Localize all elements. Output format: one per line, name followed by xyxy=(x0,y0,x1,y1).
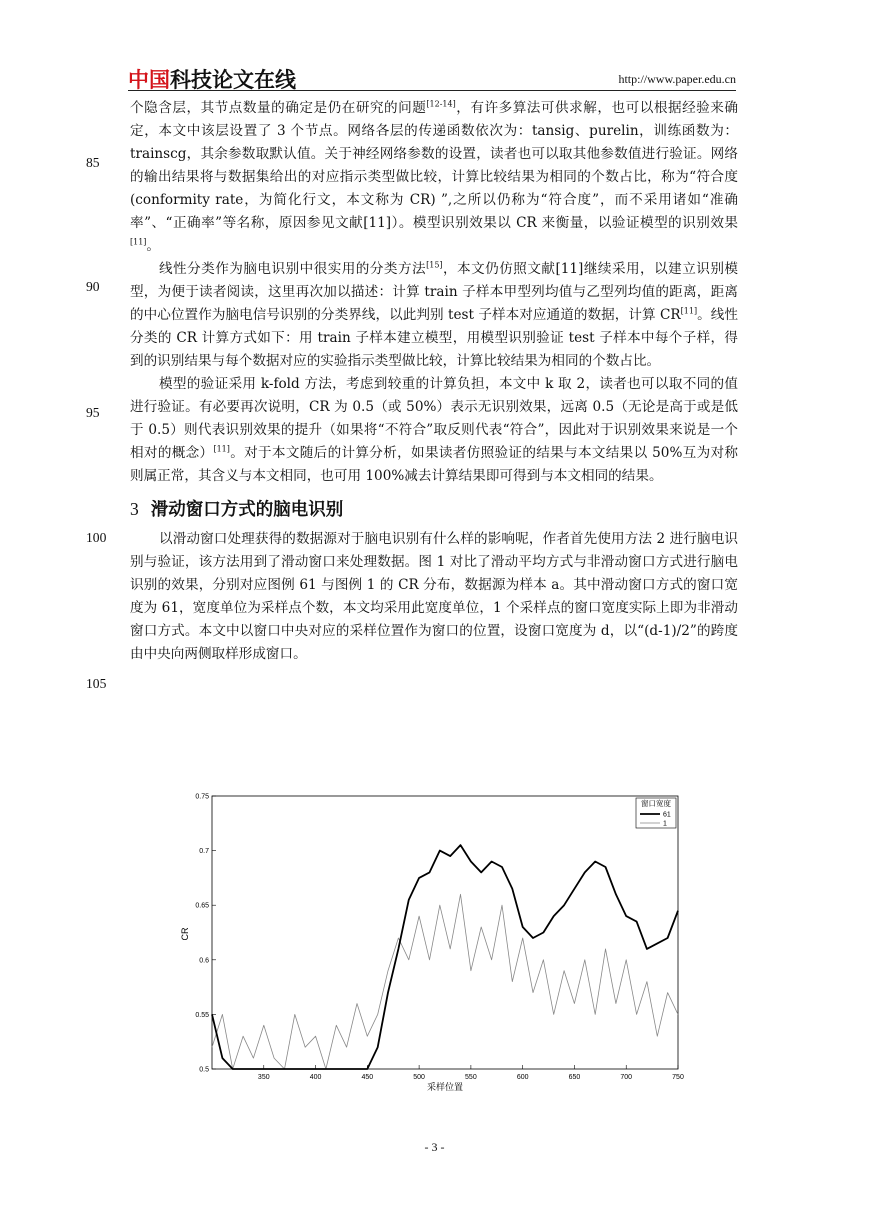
citation: [11] xyxy=(213,444,230,454)
x-axis-label: 采样位置 xyxy=(426,1082,464,1092)
text-run: ，有许多算法可供求解，也可以根据经验来确定，本文中该层设置了 3 个节点。网络各层的传递函数依次为：tansig、purelin，训练函数为：trainscg，其余参数取默认值。关于神经网络参数的设置，读者也可以取其他参数值进行验证。网络的输出结果将与数据集给出的对应指示类型做比较，计算比较结果为相同的个数占比，称为“符合度(conformity rate，为简化行文，本文称为 CR) ”,之所以仍称为“符合度”，而不采用诸如“准确率”、“正确率”等名称，原因参见文献[11]）。模型识别效果以 CR 来衡量，以验证模型的识别效果 xyxy=(130,100,739,231)
citation: [11] xyxy=(680,306,698,316)
x-ticks xyxy=(258,1065,684,1081)
x-tick-label: 350 xyxy=(257,1074,270,1081)
citation: [12-14] xyxy=(426,99,456,109)
y-tick-label: 0.55 xyxy=(195,1011,209,1019)
line-number: 90 xyxy=(86,279,100,294)
x-tick-label: 550 xyxy=(465,1074,477,1081)
y-axis-label: CR xyxy=(180,927,190,941)
x-tick-label: 450 xyxy=(361,1074,374,1081)
plot-frame xyxy=(212,796,678,1069)
header-rule xyxy=(128,90,736,91)
paragraph-1 xyxy=(130,97,738,258)
x-tick-label: 650 xyxy=(568,1074,581,1081)
y-tick-label: 0.75 xyxy=(195,793,209,801)
line-number: 100 xyxy=(86,530,107,545)
line-number: 85 xyxy=(86,155,100,170)
text-run: 模型的验证采用 k-fold 方法，考虑到较重的计算负担，本文中 k 取 2，读者也可以取不同的值进行验证。有必要再次说明，CR 为 0.5（或 50%）表示无识别效果，远离 0.5（无论是高于或是低于 0.5）则代表识别效果的提升（如果将“不符合”取反则代表“符合”，因此对于识别效果来说是一个相对的概念） xyxy=(130,376,738,461)
paragraph-3 xyxy=(130,373,738,488)
body-text xyxy=(130,97,738,666)
legend-label-61: 61 xyxy=(663,811,671,819)
x-tick-label: 750 xyxy=(672,1074,684,1081)
text-run: 个隐含层，其节点数量的确定是仍在研究的问题 xyxy=(130,100,427,116)
legend xyxy=(636,798,676,828)
logo-red-part: 中国 xyxy=(128,68,170,92)
cr-line-chart xyxy=(170,788,690,1098)
page-number: - 3 - xyxy=(424,1140,445,1154)
logo-black-part: 科技论文在线 xyxy=(170,68,296,92)
y-tick-label: 0.6 xyxy=(199,957,209,965)
section-number: 3 xyxy=(130,499,139,519)
legend-title: 窗口宽度 xyxy=(641,799,671,808)
legend-label-1: 1 xyxy=(663,820,667,828)
y-tick-label: 0.7 xyxy=(199,848,209,856)
section-title: 滑动窗口方式的脑电识别 xyxy=(150,500,344,520)
y-ticks xyxy=(195,794,216,1074)
line-number: 95 xyxy=(86,405,100,420)
y-tick-label: 0.5 xyxy=(199,1066,209,1074)
paragraph-2 xyxy=(130,258,738,373)
header-url: http://www.paper.edu.cn xyxy=(618,72,736,86)
citation: [11] xyxy=(130,237,147,247)
y-tick-label: 0.65 xyxy=(195,902,209,910)
citation: [15] xyxy=(426,260,443,270)
x-tick-label: 700 xyxy=(620,1074,633,1081)
line-number: 105 xyxy=(86,676,107,691)
series-line-1 xyxy=(212,894,678,1069)
text-run: 以滑动窗口处理获得的数据源对于脑电识别有什么样的影响呢，作者首先使用方法 2 进行脑电识别与验证，该方法用到了滑动窗口来处理数据。图 1 对比了滑动平均方式与非滑动窗口方式进行脑电识别的效果，分别对应图例 61 与图例 1 的 CR 分布，数据源为样本 a。其中滑动窗口方式的窗口宽度为 61，宽度单位为采样点个数，本文均采用此宽度单位，1 个采样点的窗口宽度实际上即为非滑动窗口方式。本文中以窗口中央对应的采样位置作为窗口的位置，设窗口宽度为 d，以“(d-1)/2”的跨度由中央向两侧取样形成窗口。 xyxy=(130,531,738,662)
text-run: 线性分类作为脑电识别中很实用的分类方法 xyxy=(159,261,427,277)
series-lines xyxy=(212,845,678,1069)
x-tick-label: 500 xyxy=(413,1074,425,1081)
x-tick-label: 400 xyxy=(309,1074,322,1081)
x-tick-label: 600 xyxy=(516,1074,529,1081)
text-run: 。对于本文随后的计算分析，如果读者仿照验证的结果与本文结果以 50%互为对称则属正常，其含义与本文相同，也可用 100%减去计算结果即可得到与本文相同的结果。 xyxy=(130,445,738,484)
paragraph-4 xyxy=(130,528,738,666)
text-run: 。线性分类的 CR 计算方式如下：用 train 子样本建立模型，用模型识别验证 test 子样本中每个子样，得到的识别结果与每个数据对应的实验指示类型做比较，计算比较结果为相同的个数占比。 xyxy=(130,307,739,369)
section-heading xyxy=(130,498,738,522)
text-run: ，本文仍仿照文献[11]继续采用，以建立识别模型，为便于读者阅读，这里再次加以描述：计算 train 子样本甲型列均值与乙型列均值的距离，距离的中心位置作为脑电信号识别的分类界线，以此判别 test 子样本对应通道的数据，计算 CR xyxy=(130,261,739,323)
figure-1 xyxy=(170,788,690,1098)
text-run: 。 xyxy=(146,238,161,254)
series-line-61 xyxy=(212,845,678,1069)
